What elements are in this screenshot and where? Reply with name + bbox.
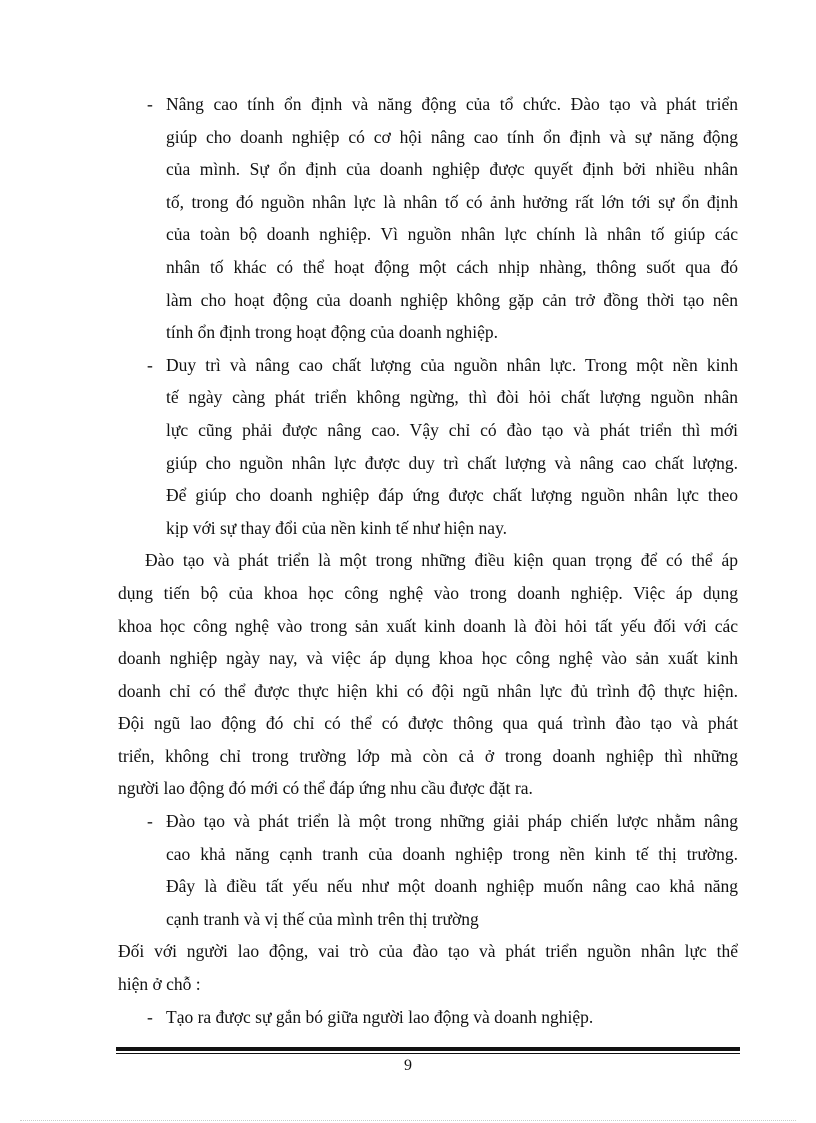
text-line xyxy=(118,740,738,773)
line-text: tố, trong đó nguồn nhân lực là nhân tố có ảnh hưởng rất lớn tới sự ổn định xyxy=(166,191,738,212)
bullet-dash: - xyxy=(147,354,153,375)
bullet-dash: - xyxy=(147,1006,153,1027)
text-line xyxy=(166,316,738,349)
line-text: tế ngày càng phát triển không ngừng, thì đòi hỏi chất lượng nguồn nhân xyxy=(166,387,738,408)
line-text: doanh chỉ có thể được thực hiện khi có đội ngũ nhân lực đủ trình độ thực hiện. xyxy=(118,680,738,701)
line-text: dụng tiến bộ của khoa học công nghệ vào trong doanh nghiệp. Việc áp dụng xyxy=(118,582,738,603)
line-text: người lao động đó mới có thể đáp ứng nhu cầu được đặt ra. xyxy=(118,778,533,799)
line-text: làm cho hoạt động của doanh nghiệp không gặp cản trở đồng thời tạo nên xyxy=(166,289,738,310)
page-boundary xyxy=(20,1120,796,1121)
line-text: Duy trì và nâng cao chất lượng của nguồn nhân lực. Trong một nền kinh xyxy=(166,354,738,375)
text-line xyxy=(147,349,738,382)
line-text: hiện ở chỗ : xyxy=(118,974,201,995)
line-text: cạnh tranh và vị thế của mình trên thị trường xyxy=(166,908,479,929)
line-text: giúp cho nguồn nhân lực được duy trì chất lượng và nâng cao chất lượng. xyxy=(166,452,738,473)
text-line xyxy=(147,1001,738,1034)
line-text: giúp cho doanh nghiệp có cơ hội nâng cao tính ổn định và sự năng động xyxy=(166,126,738,147)
line-text: khoa học công nghệ vào trong sản xuất kinh doanh là đòi hỏi tất yếu đối với các xyxy=(118,615,738,636)
line-text: Đào tạo và phát triển là một trong những giải pháp chiến lược nhằm nâng xyxy=(166,811,738,832)
bullet-item xyxy=(0,805,816,935)
bullet-item xyxy=(0,88,816,349)
document-body xyxy=(0,88,816,1033)
line-text: Đây là điều tất yếu nếu như một doanh nghiệp muốn nâng cao khả năng xyxy=(166,876,738,897)
text-line xyxy=(166,121,738,154)
text-line xyxy=(147,88,738,121)
line-text: tính ổn định trong hoạt động của doanh nghiệp. xyxy=(166,322,498,343)
paragraph xyxy=(0,544,816,805)
text-line xyxy=(166,414,738,447)
footer-rule-thick xyxy=(116,1047,740,1051)
text-line xyxy=(166,870,738,903)
text-line xyxy=(166,838,738,871)
text-line xyxy=(166,479,738,512)
text-line xyxy=(166,284,738,317)
line-text: nhân tố khác có thể hoạt động một cách nhịp nhàng, thông suốt qua đó xyxy=(166,256,738,277)
text-line xyxy=(166,218,738,251)
text-line xyxy=(118,577,738,610)
text-line xyxy=(118,642,738,675)
text-line xyxy=(166,512,738,545)
line-text: của mình. Sự ổn định của doanh nghiệp được quyết định bởi nhiều nhân xyxy=(166,159,738,180)
text-line xyxy=(166,381,738,414)
line-text: Đối với người lao động, vai trò của đào tạo và phát triển nguồn nhân lực thể xyxy=(118,941,738,962)
text-line xyxy=(118,772,738,805)
text-line xyxy=(118,707,738,740)
paragraph xyxy=(0,935,816,1000)
line-text: doanh nghiệp ngày nay, và việc áp dụng khoa học công nghệ vào sản xuất kinh xyxy=(118,648,738,669)
text-line xyxy=(118,935,738,968)
line-text: của toàn bộ doanh nghiệp. Vì nguồn nhân lực chính là nhân tố giúp các xyxy=(166,224,738,245)
text-line xyxy=(166,153,738,186)
line-text: lực cũng phải được nâng cao. Vậy chỉ có đào tạo và phát triển thì mới xyxy=(166,419,738,440)
text-line xyxy=(118,675,738,708)
page-number: 9 xyxy=(404,1057,412,1074)
bullet-item xyxy=(0,1001,816,1034)
line-text: cao khả năng cạnh tranh của doanh nghiệp trong nền kinh tế thị trường. xyxy=(166,843,738,864)
line-text: Nâng cao tính ổn định và năng động của tổ chức. Đào tạo và phát triển xyxy=(166,94,738,114)
text-line xyxy=(118,968,738,1001)
line-text: Đào tạo và phát triển là một trong những điều kiện quan trọng để có thể áp xyxy=(145,550,738,571)
text-line xyxy=(166,447,738,480)
text-line xyxy=(166,903,738,936)
line-text: Để giúp cho doanh nghiệp đáp ứng được chất lượng nguồn nhân lực theo xyxy=(166,485,738,506)
bullet-item xyxy=(0,349,816,545)
text-line xyxy=(147,805,738,838)
text-line xyxy=(166,251,738,284)
bullet-dash: - xyxy=(147,94,153,114)
line-text: Đội ngũ lao động đó chỉ có thể có được thông qua quá trình đào tạo và phát xyxy=(118,713,738,734)
text-line xyxy=(166,186,738,219)
line-text: kịp với sự thay đổi của nền kinh tế như hiện nay. xyxy=(166,517,508,538)
line-text: triển, không chỉ trong trường lớp mà còn cả ở trong doanh nghiệp thì những xyxy=(118,745,738,766)
line-text: Tạo ra được sự gắn bó giữa người lao động và doanh nghiệp. xyxy=(166,1006,594,1027)
text-line xyxy=(145,544,738,577)
text-line xyxy=(118,610,738,643)
bullet-dash: - xyxy=(147,811,153,832)
